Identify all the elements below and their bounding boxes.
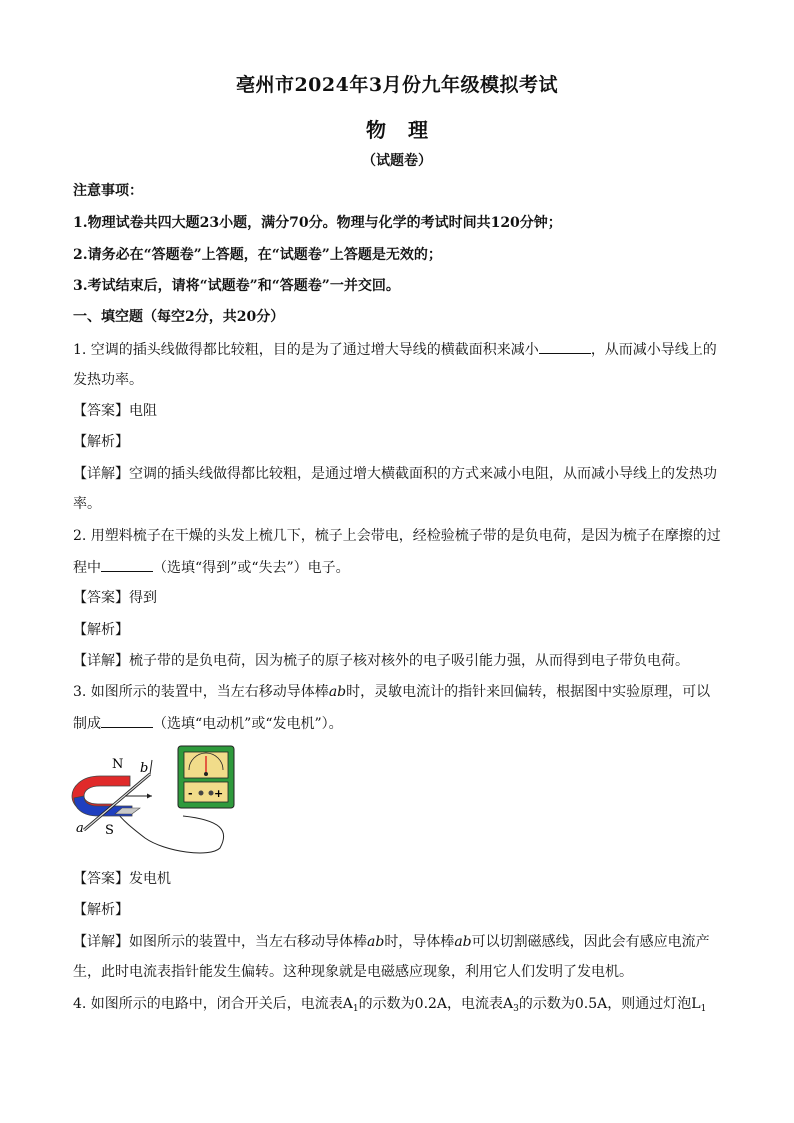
q3-text-d: （选填“电动机”或“发电机”）。: [153, 716, 343, 732]
q3-blank: [101, 713, 153, 728]
terminal-minus: -: [188, 787, 193, 800]
q1-stem-line1: [73, 339, 723, 360]
rod-lead: [150, 760, 152, 774]
galvanometer: [178, 746, 234, 808]
q3-stem-line1: [73, 682, 723, 702]
subject-char-2: 理: [408, 118, 428, 142]
q3-text-a: 3. 如图所示的装置中，当左右移动导体棒: [73, 684, 329, 700]
q1-text-b: ，从而减小导线上的: [590, 342, 717, 358]
label-n: N: [112, 757, 124, 772]
q3-stem-line2: [73, 713, 723, 734]
answer-label: 【答案】: [73, 403, 129, 419]
generator-experiment-figure: [70, 740, 240, 858]
subject-title: [0, 114, 794, 143]
q4-text-a: 4. 如图所示的电路中，闭合开关后，电流表A: [73, 996, 353, 1012]
q3-detail-line2: 生，此时电流表指针能发生偏转。这种现象就是电磁感应现象，利用它人们发明了发电机。: [73, 964, 633, 980]
subject-char-1: 物: [366, 118, 386, 142]
q1-stem-line2: 发热功率。: [73, 372, 143, 388]
q4-sub-3: 1: [700, 1004, 707, 1014]
q3-detail-c: 可以切割磁感线，因此会有感应电流产: [471, 934, 710, 950]
q3-detail-ab2: ab: [454, 934, 472, 950]
q3-ab: ab: [328, 684, 347, 700]
q2-detail-text: 梳子带的是负电荷，因为梳子的原子核对核外的电子吸引能力强，从而得到电子带负电荷。: [129, 653, 689, 669]
q4-stem-line1: [73, 994, 723, 1019]
q1-detail-line2: 率。: [73, 496, 101, 512]
answer-label: 【答案】: [73, 590, 129, 606]
label-s: S: [105, 823, 114, 838]
q3-detail-line1: [73, 932, 723, 952]
note-item-1: 1.物理试卷共四大题23小题，满分70分。物理与化学的考试时间共120分钟；: [73, 215, 562, 231]
q2-answer-value: 得到: [129, 590, 157, 606]
connecting-wire: [115, 810, 224, 853]
note-item-2: 2.请务必在“答题卷”上答题，在“试题卷”上答题是无效的；: [73, 247, 442, 263]
terminal-post-left: [199, 791, 204, 796]
q1-answer-value: 电阻: [129, 403, 157, 419]
detail-label: 【详解】: [73, 653, 129, 669]
notes-heading: 注意事项：: [73, 183, 143, 199]
label-b: b: [140, 761, 149, 776]
q4-sub-1: 1: [352, 1004, 359, 1014]
label-a: a: [76, 821, 84, 836]
q1-detail-line1: [73, 464, 723, 484]
answer-label: 【答案】: [73, 871, 129, 887]
q3-detail-ab1: ab: [367, 934, 385, 950]
q2-stem-line2: [73, 557, 723, 578]
note-item-3: 3.考试结束后，请将“试题卷”和“答题卷”一并交回。: [73, 278, 400, 294]
q2-stem-line1: 2. 用塑料梳子在干燥的头发上梳几下，梳子上会带电，经检验梳子带的是负电荷，是因为梳子在摩擦的过: [73, 528, 721, 544]
q1-answer: [73, 401, 723, 421]
q4-sub-2: 3: [513, 1004, 519, 1014]
q2-detail: [73, 651, 723, 671]
exam-title: 亳州市2024年3月份九年级模拟考试: [235, 74, 559, 96]
q4-text-c: 的示数为0.5A，则通过灯泡L: [518, 996, 701, 1012]
q2-analysis-label: 【解析】: [73, 622, 129, 638]
detail-label: 【详解】: [73, 934, 129, 950]
q2-text-b: （选填“得到”或“失去”）电子。: [153, 560, 350, 576]
q1-blank: [539, 339, 591, 354]
q3-analysis-label: 【解析】: [73, 902, 129, 918]
terminal-plus: +: [214, 787, 224, 800]
motion-arrow-head: [147, 794, 152, 799]
q3-text-c: 制成: [73, 716, 101, 732]
q3-text-b: 时，灵敏电流计的指针来回偏转，根据图中实验原理，可以: [346, 684, 711, 700]
terminal-post-right: [209, 791, 214, 796]
q4-text-b: 的示数为0.2A，电流表A: [358, 996, 514, 1012]
q2-text-a: 程中: [73, 560, 101, 576]
q1-analysis-label: 【解析】: [73, 434, 129, 450]
detail-label: 【详解】: [73, 466, 129, 482]
q3-detail-b: 时，导体棒: [384, 934, 455, 950]
section-heading: 一、填空题（每空2分，共20分）: [73, 309, 285, 325]
q1-text-a: 1. 空调的插头线做得都比较粗，目的是为了通过增大导线的横截面积来减小: [73, 342, 539, 358]
q2-blank: [101, 557, 153, 572]
q3-answer-value: 发电机: [129, 871, 171, 887]
q3-detail-a: 如图所示的装置中，当左右移动导体棒: [129, 934, 367, 950]
needle-pivot: [204, 772, 208, 776]
q1-detail-text: 空调的插头线做得都比较粗，是通过增大横截面积的方式来减小电阻，从而减小导线上的发热功: [129, 466, 717, 482]
q2-answer: [73, 588, 723, 608]
paper-type: （试题卷）: [362, 153, 432, 169]
q3-answer: [73, 869, 723, 889]
